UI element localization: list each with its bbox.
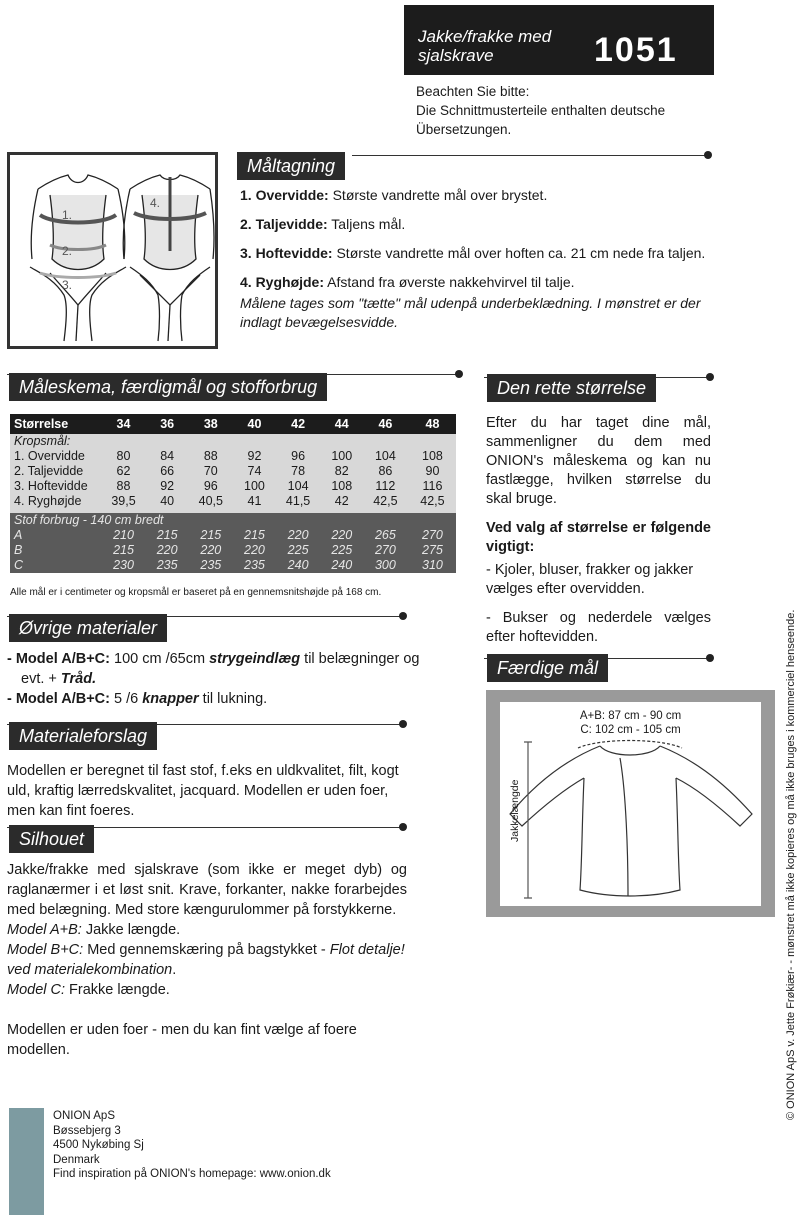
footer-street: Bøssebjerg 3 (53, 1124, 121, 1137)
table-cell: 220 (322, 528, 362, 543)
table-cell: 40 (147, 494, 187, 509)
den-rette-heading: Den rette størrelse (487, 374, 656, 402)
ovrige-line1-text: 100 cm /65cm (109, 651, 210, 667)
table-cell: 92 (234, 449, 274, 464)
row-label: 2. Taljevidde (10, 464, 100, 479)
table-cell: 82 (322, 464, 362, 479)
measurement-item-4-text: Afstand fra øverste nakkehvirvel til talje. (324, 274, 575, 290)
table-cell: 235 (187, 558, 234, 573)
table-cell: 230 (100, 558, 147, 573)
table-cell: 62 (100, 464, 147, 479)
table-cell: 112 (362, 479, 409, 494)
table-cell: 84 (147, 449, 187, 464)
table-cell: 41 (234, 494, 274, 509)
footer-company: ONION ApS (53, 1110, 115, 1122)
figure-label-2: 2. (62, 244, 73, 258)
den-rette-p3: - Kjoler, bluser, frakker og jakker vælges efter overvidden. (486, 562, 694, 597)
ovrige-line-2 (7, 669, 457, 689)
footer-country: Denmark (53, 1153, 100, 1166)
pattern-title-line2: sjalskrave (418, 46, 494, 65)
ovrige-line2-em: Tråd. (60, 671, 97, 687)
ovrige-heading: Øvrige materialer (9, 614, 167, 642)
measurement-figure (7, 152, 218, 349)
row-label: 1. Overvidde (10, 449, 100, 464)
size-header-cell: 46 (362, 414, 409, 434)
table-cell: 265 (362, 528, 409, 543)
measurement-item-1-text: Største vandrette mål over brystet. (328, 187, 548, 203)
measurement-item-2 (240, 215, 720, 234)
table-cell: 42 (322, 494, 362, 509)
den-rette-dot (706, 373, 714, 381)
footer-color-bar (9, 1108, 44, 1215)
silhouet-model-ab (7, 920, 407, 940)
ovrige-text (7, 649, 457, 709)
figure-label-1: 1. (62, 208, 73, 222)
silhouet-model-bc-em: Flot detalje! ved materialekombination (7, 942, 405, 978)
table-cell: 100 (234, 479, 274, 494)
table-cell: 310 (409, 558, 456, 573)
table-cell: 215 (100, 543, 147, 558)
measurement-note: Målene tages som "tætte" mål udenpå underbeklædning. I mønstret er der indlagt bevægelsesvidde. (240, 295, 701, 330)
size-header-cell: 48 (409, 414, 456, 434)
table-cell: 86 (362, 464, 409, 479)
table-cell: 270 (409, 528, 456, 543)
table-cell: 100 (322, 449, 362, 464)
size-header-cell: 42 (275, 414, 322, 434)
jacket-length-label: Jakkelængde (509, 779, 521, 842)
measurement-item-1-label: 1. Overvidde: (240, 187, 329, 203)
table-cell: 96 (187, 479, 234, 494)
silhouet-paragraph-1: Jakke/frakke med sjalskrave (som ikke er meget dyb) og raglanærmer i et løst snit. Krave, forkanter, nakke forarbejdes med belægning. Med store kængurulommer på forstykkerne. (7, 862, 407, 918)
finished-measure-line1: A+B: 87 cm - 90 cm (579, 710, 682, 722)
silhouet-dot (399, 823, 407, 831)
table-row (10, 464, 456, 479)
ovrige-line1-em: strygeindlæg (209, 651, 301, 667)
table-cell: 88 (187, 449, 234, 464)
table-row (10, 494, 456, 509)
table-cell: 220 (234, 543, 274, 558)
table-cell: 92 (147, 479, 187, 494)
table-cell: 66 (147, 464, 187, 479)
table-cell: 215 (187, 528, 234, 543)
table-row (10, 528, 456, 543)
materialeforslag-text: Modellen er beregnet til fast stof, f.eks en uldkvalitet, filt, kogt uld, kraftig lærredskvalitet, jacquard. Modellen er uden foer, men kan fint foeres. (7, 763, 399, 819)
maltagning-list (240, 186, 720, 342)
table-cell: 70 (187, 464, 234, 479)
body-section-row (10, 434, 456, 449)
table-cell: 90 (409, 464, 456, 479)
table-cell: 210 (100, 528, 147, 543)
table-cell: 215 (147, 528, 187, 543)
measurement-item-1 (240, 186, 720, 205)
table-cell: 108 (409, 449, 456, 464)
measurement-item-3-text: Største vandrette mål over hoften ca. 21 cm nede fra taljen. (332, 245, 706, 261)
table-cell: 220 (187, 543, 234, 558)
row-label: C (10, 558, 100, 573)
ovrige-line3-em: knapper (142, 691, 199, 707)
faerdige-heading: Færdige mål (487, 654, 608, 682)
size-table (10, 414, 456, 573)
silhouet-text (7, 860, 407, 1060)
table-cell: 96 (275, 449, 322, 464)
measurement-item-3-label: 3. Hoftevidde: (240, 245, 333, 261)
silhouet-model-c-label: Model C: (7, 982, 66, 998)
table-cell: 108 (322, 479, 362, 494)
table-cell: 235 (147, 558, 187, 573)
table-cell: 215 (234, 528, 274, 543)
table-row (10, 543, 456, 558)
table-cell: 42,5 (362, 494, 409, 509)
silhouet-model-bc-label: Model B+C: (7, 942, 84, 958)
table-cell: 240 (322, 558, 362, 573)
ovrige-dot (399, 612, 407, 620)
faerdige-dot (706, 654, 714, 662)
den-rette-text (486, 414, 711, 647)
measurement-item-3 (240, 244, 720, 263)
maltagning-dot (704, 151, 712, 159)
figure-label-4: 4. (150, 196, 161, 210)
ovrige-line3-rest: til lukning. (198, 691, 268, 707)
figure-label-3: 3. (62, 278, 73, 292)
body-measurement-illustration (10, 155, 215, 346)
den-rette-p2: Ved valg af størrelse er følgende vigtigt: (486, 520, 711, 555)
pattern-number: 1051 (594, 31, 678, 69)
silhouet-model-ab-text: Jakke længde. (81, 922, 181, 938)
stof-section-row (10, 513, 456, 528)
table-cell: 39,5 (100, 494, 147, 509)
ovrige-line1-rest: til belægninger og (300, 651, 420, 667)
table-cell: 270 (362, 543, 409, 558)
ovrige-line-3 (7, 689, 457, 709)
silhouet-model-c-text: Frakke længde. (65, 982, 170, 998)
silhouet-model-c (7, 980, 407, 1000)
row-label: A (10, 528, 100, 543)
silhouet-model-bc: Model B+C: Med gennemskæring på bagstykket - Flot detalje! ved materialekombination. (7, 942, 405, 978)
stof-section-heading: Stof forbrug - 140 cm bredt (10, 513, 456, 528)
measurement-item-4-label: 4. Ryghøjde: (240, 274, 325, 290)
table-cell: 275 (409, 543, 456, 558)
finished-measure-box (486, 690, 775, 917)
table-cell: 225 (322, 543, 362, 558)
copyright-notice: © ONION ApS v. Jette Frøkiær- - mønstret må ikke kopieres og må ikke bruges i kommerciel henseende. (785, 609, 797, 1120)
german-note-line3: Übersetzungen. (416, 122, 512, 137)
table-cell: 104 (362, 449, 409, 464)
german-note-line1: Beachten Sie bitte: (416, 84, 530, 99)
ovrige-line-1 (7, 649, 457, 669)
silhouet-heading: Silhouet (9, 825, 94, 853)
materialeforslag-dot (399, 720, 407, 728)
size-header-cell: 40 (234, 414, 274, 434)
size-header-row (10, 414, 456, 434)
materialeforslag-heading: Materialeforslag (9, 722, 157, 750)
table-cell: 88 (100, 479, 147, 494)
silhouet-model-ab-label: Model A+B: (7, 922, 82, 938)
measurement-item-2-text: Taljens mål. (327, 216, 406, 232)
table-cell: 300 (362, 558, 409, 573)
ovrige-line3-text: 5 /6 (109, 691, 143, 707)
size-header-cell: 44 (322, 414, 362, 434)
table-cell: 41,5 (275, 494, 322, 509)
table-cell: 80 (100, 449, 147, 464)
table-cell: 220 (275, 528, 322, 543)
maltagning-rule (352, 155, 708, 156)
table-cell: 78 (275, 464, 322, 479)
german-note-line2: Die Schnittmusterteile enthalten deutsche (416, 103, 666, 118)
row-label: 3. Hoftevidde (10, 479, 100, 494)
pattern-title-line1: Jakke/frakke med (418, 27, 552, 46)
table-cell: 74 (234, 464, 274, 479)
finished-measure-inner (500, 702, 761, 906)
size-header-label: Størrelse (10, 414, 100, 434)
ovrige-line1-model: - Model A/B+C: (7, 651, 110, 667)
ovrige-line3-model: - Model A/B+C: (7, 691, 110, 707)
footer-city: 4500 Nykøbing Sj (53, 1139, 144, 1151)
measurement-item-2-label: 2. Taljevidde: (240, 216, 328, 232)
size-header-cell: 36 (147, 414, 187, 434)
measurement-item-4 (240, 273, 720, 292)
table-footnote: Alle mål er i centimeter og kropsmål er baseret på en gennemsnitshøjde på 168 cm. (10, 587, 382, 598)
row-label: B (10, 543, 100, 558)
german-note (416, 82, 716, 139)
footer-web-link[interactable]: Find inspiration på ONION's homepage: www.onion.dk (53, 1168, 331, 1180)
pattern-title-box (404, 5, 714, 75)
den-rette-p1: Efter du har taget dine mål, sammenligner du dem med ONION's måleskema og kan nu fastlægge, hvilken størrelse du skal bruge. (486, 415, 711, 507)
table-row (10, 558, 456, 573)
jacket-illustration (500, 702, 761, 906)
silhouet-model-bc-text: Med gennemskæring på bagstykket - (83, 942, 330, 958)
table-row (10, 449, 456, 464)
maltagning-heading: Måltagning (237, 152, 345, 180)
table-cell: 104 (275, 479, 322, 494)
den-rette-p4: - Bukser og nederdele vælges efter hoftevidden. (486, 610, 711, 645)
size-header-cell: 38 (187, 414, 234, 434)
silhouet-paragraph-last: Modellen er uden foer - men du kan fint vælge af foere modellen. (7, 1022, 357, 1058)
maleskema-dot (455, 370, 463, 378)
footer-address (53, 1109, 331, 1182)
ovrige-line2-text: evt. + (21, 671, 61, 687)
maleskema-heading: Måleskema, færdigmål og stofforbrug (9, 373, 327, 401)
table-cell: 225 (275, 543, 322, 558)
row-label: 4. Ryghøjde (10, 494, 100, 509)
body-section-heading: Kropsmål: (10, 434, 456, 449)
table-cell: 235 (234, 558, 274, 573)
table-cell: 220 (147, 543, 187, 558)
table-cell: 240 (275, 558, 322, 573)
table-cell: 40,5 (187, 494, 234, 509)
finished-measure-line2: C: 102 cm - 105 cm (580, 724, 681, 736)
table-cell: 42,5 (409, 494, 456, 509)
pattern-title (418, 27, 551, 65)
table-cell: 116 (409, 479, 456, 494)
table-row (10, 479, 456, 494)
size-header-cell: 34 (100, 414, 147, 434)
